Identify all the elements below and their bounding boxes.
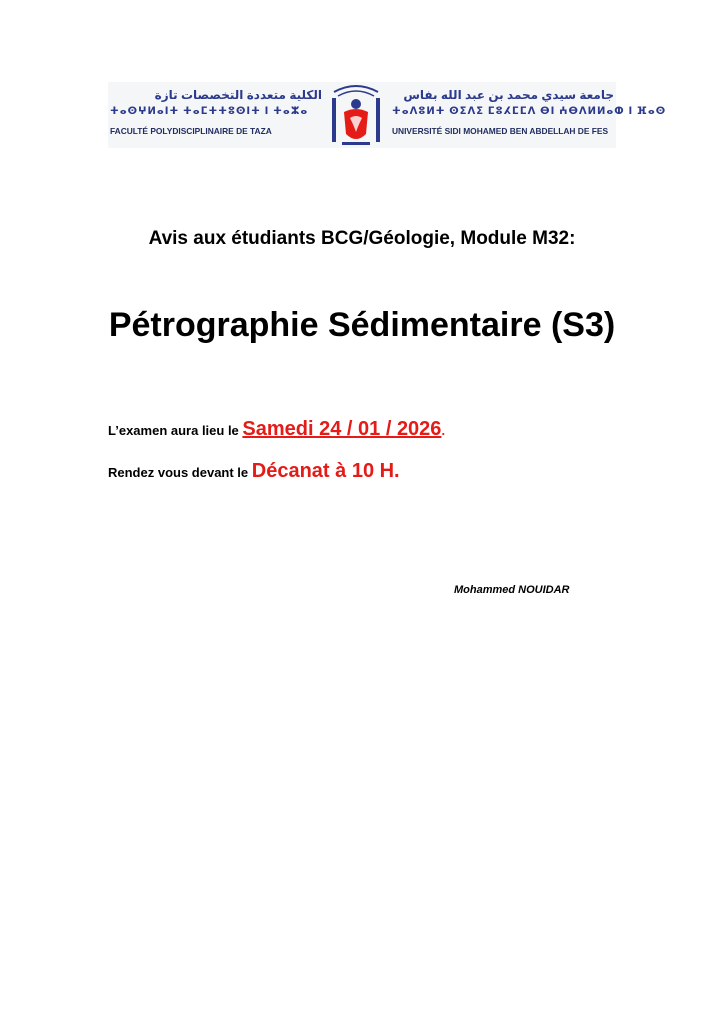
university-name-french: UNIVERSITÉ SIDI MOHAMED BEN ABDELLAH DE FES [392,126,609,136]
exam-date-prefix: L’examen aura lieu le [108,423,243,438]
exam-date-line [108,418,445,441]
faculty-name-french: FACULTÉ POLYDISCIPLINAIRE DE TAZA [110,126,272,136]
course-title: Pétrographie Sédimentaire (S3) [108,306,616,344]
institution-header [108,82,667,148]
university-name-tifinagh: ⵜⴰⴷⵓⵍⵜ ⵙⵉⴷⵉ ⵎⵓⵃⵎⵎⴷ ⴱⵏ ⵄⴱⴷⵍⵍⴰⵀ ⵏ ⴼⴰⵙ [392,106,667,117]
exam-date: Samedi 24 / 01 / 2026 [242,418,442,440]
faculty-name-arabic: الكلية متعددة التخصصات تازة [154,88,322,102]
signature: Mohammed NOUIDAR [454,584,570,596]
meeting-place-time: Décanat à 10 H. [251,460,400,482]
faculty-name-tifinagh: ⵜⴰⵙⵖⵍⴰⵏⵜ ⵜⴰⵎⵜⵜⵓⵙⵏⵜ ⵏ ⵜⴰⵣⴰ [110,106,309,117]
exam-date-suffix: . [441,423,446,438]
meeting-prefix: Rendez vous devant le [108,465,252,480]
notice-heading: Avis aux étudiants BCG/Géologie, Module M32: [148,228,576,249]
university-crest-icon [328,82,384,148]
university-name-arabic: جامعة سيدي محمد بن عبد الله بفاس [403,88,614,102]
meeting-line [108,460,400,483]
